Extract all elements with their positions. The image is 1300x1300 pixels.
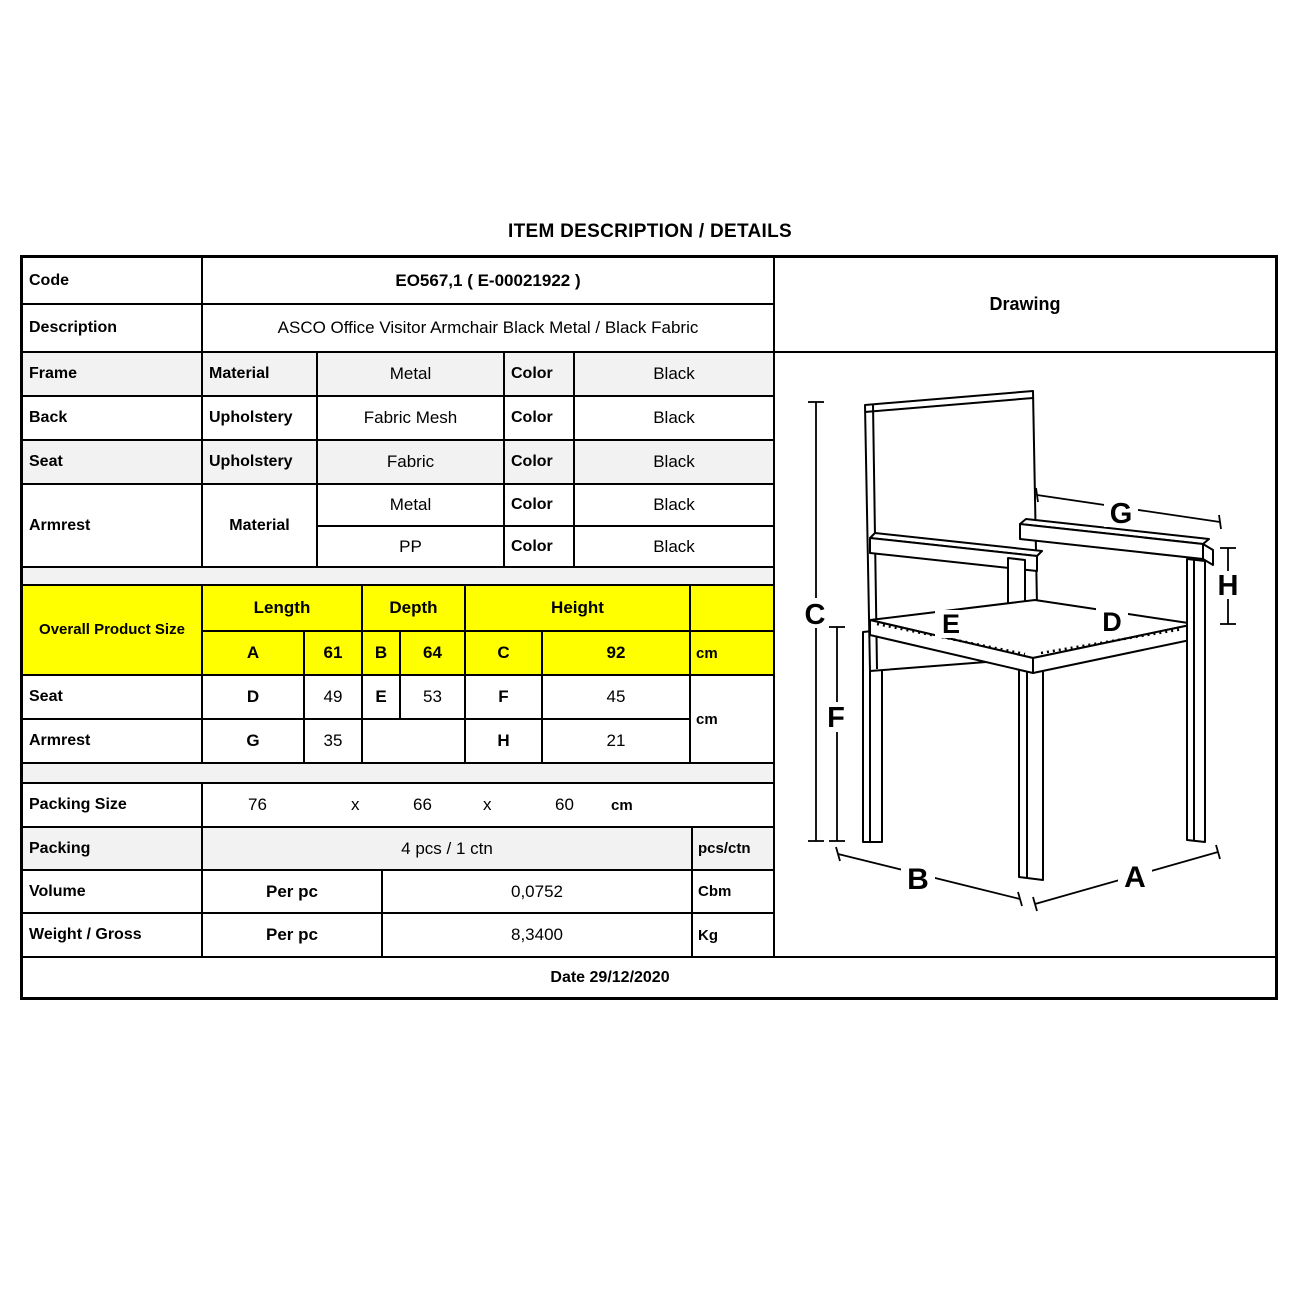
unit-header-empty xyxy=(691,586,775,632)
dim-letter-C: C xyxy=(466,632,543,676)
dim-letter-H: H xyxy=(466,720,543,764)
overall-size-header: Overall Product Size xyxy=(23,586,203,676)
packing-label: Packing xyxy=(23,828,203,871)
dim-label-E: E xyxy=(941,609,961,639)
frame-label: Frame xyxy=(23,353,203,397)
weight-per-pc: Per pc xyxy=(203,914,383,958)
dim-label-B: B xyxy=(907,863,929,896)
armrest-color-value-1: Black xyxy=(575,485,775,527)
seat-armrest-unit: cm xyxy=(691,676,775,764)
frame-color-label: Color xyxy=(505,353,575,397)
dim-label-D: D xyxy=(1102,607,1122,637)
dim-label-H: H xyxy=(1217,570,1239,602)
dim-letter-F: F xyxy=(466,676,543,720)
seat-attr: Upholstery xyxy=(203,441,318,485)
armrest-material-1: Metal xyxy=(318,485,505,527)
dim-value-F: 45 xyxy=(543,676,691,720)
armrest-material-2: PP xyxy=(318,527,505,568)
packing-value: 4 pcs / 1 ctn xyxy=(203,828,693,871)
back-material-value: Fabric Mesh xyxy=(318,397,505,441)
dim-value-A: 61 xyxy=(305,632,363,676)
item-details-table xyxy=(20,255,1278,1000)
seat-label: Seat xyxy=(23,441,203,485)
overall-unit: cm xyxy=(691,632,775,676)
code-value: EO567,1 ( E-00021922 ) xyxy=(203,258,775,305)
weight-value: 8,3400 xyxy=(383,914,693,958)
volume-label: Volume xyxy=(23,871,203,914)
seat-color-value: Black xyxy=(575,441,775,485)
packing-size-values xyxy=(203,784,775,828)
dim-value-E: 53 xyxy=(401,676,466,720)
dim-label-G: G xyxy=(1109,498,1133,530)
dim-value-G: 35 xyxy=(305,720,363,764)
spacer-row-2 xyxy=(23,764,775,784)
back-attr: Upholstery xyxy=(203,397,318,441)
drawing-header: Drawing xyxy=(775,258,1275,353)
dim-letter-B: B xyxy=(363,632,401,676)
armrest-dims-empty xyxy=(363,720,466,764)
back-color-label: Color xyxy=(505,397,575,441)
dim-value-B: 64 xyxy=(401,632,466,676)
packing-unit: pcs/ctn xyxy=(693,828,775,871)
dim-label-A: A xyxy=(1124,861,1146,894)
seat-dims-label: Seat xyxy=(23,676,203,720)
packing-size-x1: x xyxy=(351,795,360,814)
frame-color-value: Black xyxy=(575,353,775,397)
chair-drawing xyxy=(775,353,1275,957)
dim-value-C: 92 xyxy=(543,632,691,676)
packing-size-v2: 66 xyxy=(413,795,432,814)
date-text: Date 29/12/2020 xyxy=(550,968,670,986)
packing-size-label: Packing Size xyxy=(23,784,203,828)
armrest-attr: Material xyxy=(203,485,318,568)
frame-material-value: Metal xyxy=(318,353,505,397)
armrest-dims-label: Armrest xyxy=(23,720,203,764)
volume-unit: Cbm xyxy=(693,871,775,914)
height-header: Height xyxy=(466,586,691,632)
spacer-row-1 xyxy=(23,568,775,586)
volume-per-pc: Per pc xyxy=(203,871,383,914)
dim-letter-D: D xyxy=(203,676,305,720)
description-label: Description xyxy=(23,305,203,353)
armrest-label: Armrest xyxy=(23,485,203,568)
back-label: Back xyxy=(23,397,203,441)
packing-size-x2: x xyxy=(483,795,492,814)
dim-letter-E: E xyxy=(363,676,401,720)
armrest-color-label-2: Color xyxy=(505,527,575,568)
packing-size-v3: 60 xyxy=(555,795,574,814)
dim-letter-G: G xyxy=(203,720,305,764)
dim-letter-A: A xyxy=(203,632,305,676)
weight-unit: Kg xyxy=(693,914,775,958)
drawing-area xyxy=(775,353,1275,958)
dim-label-C: C xyxy=(804,599,826,631)
packing-size-unit: cm xyxy=(611,796,633,814)
seat-material-value: Fabric xyxy=(318,441,505,485)
page-title: ITEM DESCRIPTION / DETAILS xyxy=(507,221,792,242)
date-row xyxy=(23,958,1275,997)
dim-value-H: 21 xyxy=(543,720,691,764)
armrest-color-value-2: Black xyxy=(575,527,775,568)
frame-attr: Material xyxy=(203,353,318,397)
description-value: ASCO Office Visitor Armchair Black Metal / Black Fabric xyxy=(203,305,775,353)
depth-header: Depth xyxy=(363,586,466,632)
packing-size-v1: 76 xyxy=(248,795,267,814)
dim-value-D: 49 xyxy=(305,676,363,720)
volume-value: 0,0752 xyxy=(383,871,693,914)
code-label: Code xyxy=(23,258,203,305)
weight-label: Weight / Gross xyxy=(23,914,203,958)
dim-label-F: F xyxy=(827,702,845,734)
seat-color-label: Color xyxy=(505,441,575,485)
back-color-value: Black xyxy=(575,397,775,441)
length-header: Length xyxy=(203,586,363,632)
armrest-color-label-1: Color xyxy=(505,485,575,527)
